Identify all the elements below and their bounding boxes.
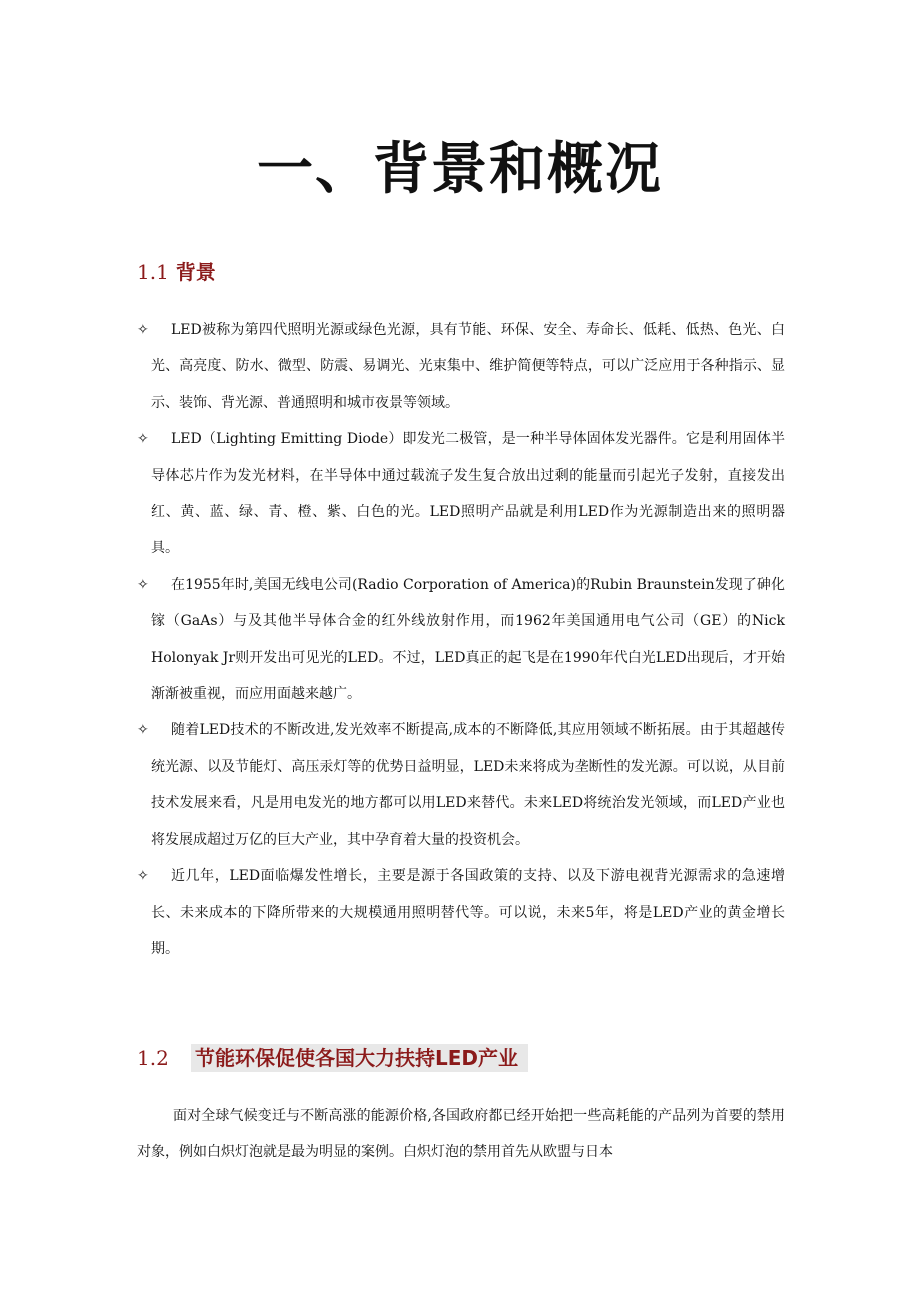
body-paragraph: 面对全球气候变迁与不断高涨的能源价格,各国政府都已经开始把一些高耗能的产品列为首要的禁用对象，例如白炽灯泡就是最为明显的案例。白炽灯泡的禁用首先从欧盟与日本 [137,1108,785,1161]
list-item [137,712,785,858]
list-item [137,567,785,713]
section-title: 节能环保促使各国大力扶持LED产业 [191,1044,528,1072]
list-item-text: 近几年，LED面临爆发性增长，主要是源于各国政策的支持、以及下游电视背光源需求的急速增长、未来成本的下降所带来的大规模通用照明替代等。可以说，未来5年，将是LED产业的黄金增长期。 [151,868,785,957]
section-number: 1.2 [137,1046,169,1070]
chapter-title: 一、背景和概况 [257,137,663,202]
diamond-bullet-icon: ✧ [137,722,149,739]
section-title: 背景 [175,260,216,284]
list-item [137,421,785,567]
list-item-text: 在1955年时,美国无线电公司(Radio Corporation of America)的Rubin Braunstein发现了砷化镓（GaAs）与及其他半导体合金的红外线放射作用，而1962年美国通用电气公司（GE）的Nick Holonyak Jr则开发出可见光的LED。不过，LED真正的起飞是在1990年代白光LED出现后，才开始渐渐被重视，而应用面越来越广。 [151,576,785,703]
list-item-text: 随着LED技术的不断改进,发光效率不断提高,成本的不断降低,其应用领域不断拓展。由于其超越传统光源、以及节能灯、高压汞灯等的优势日益明显，LED未来将成为垄断性的发光源。可以说，从目前技术发展来看，凡是用电发光的地方都可以用LED来替代。未来LED将统治发光领域，而LED产业也将发展成超过万亿的巨大产业，其中孕育着大量的投资机会。 [151,722,785,848]
diamond-bullet-icon: ✧ [137,868,149,885]
bullet-list [137,312,785,967]
diamond-bullet-icon: ✧ [137,576,149,593]
list-item-text: LED被称为第四代照明光源或绿色光源，具有节能、环保、安全、寿命长、低耗、低热、色光、白光、高亮度、防水、微型、防震、易调光、光束集中、维护简便等特点，可以广泛应用于各种指示、显示、装饰、背光源、普通照明和城市夜景等领域。 [151,322,785,411]
diamond-bullet-icon: ✧ [137,322,149,338]
diamond-bullet-icon: ✧ [137,431,149,448]
section-heading-1-1 [137,257,216,287]
list-item-text: LED（Lighting Emitting Diode）即发光二极管，是一种半导体固体发光器件。它是利用固体半导体芯片作为发光材料，在半导体中通过载流子发生复合放出过剩的能量而引起光子发射，直接发出红、黄、蓝、绿、青、橙、紫、白色的光。LED照明产品就是利用LED作为光源制造出来的照明器具。 [151,431,785,557]
list-item [137,312,785,421]
section-number: 1.1 [137,260,169,284]
list-item [137,858,785,967]
section-heading-1-2 [137,1043,528,1073]
